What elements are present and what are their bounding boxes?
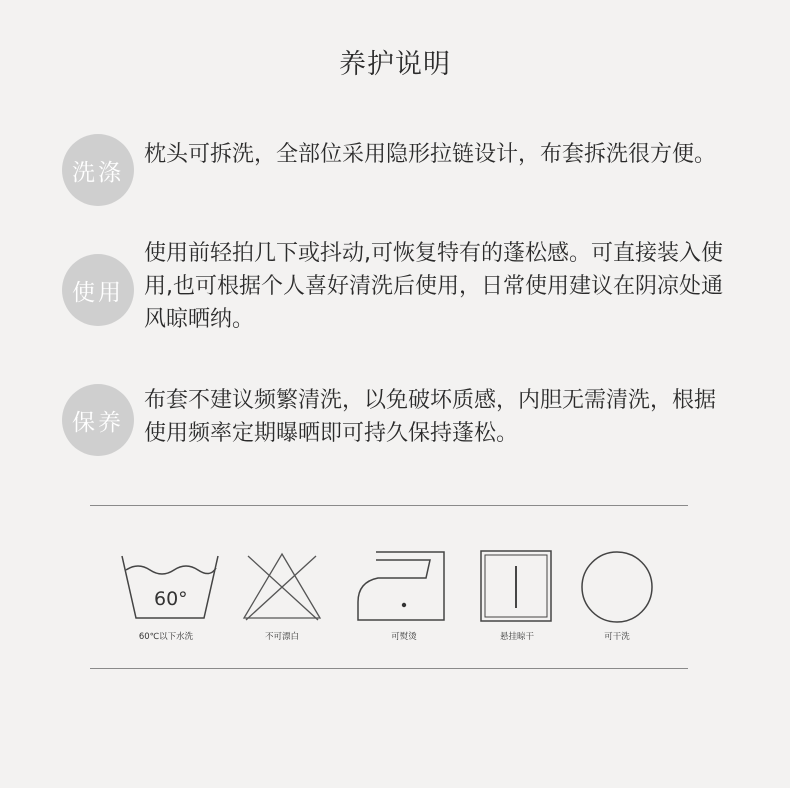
dry-clean-caption: 可干洗 bbox=[604, 632, 630, 642]
maintenance-badge: 保养 bbox=[62, 384, 134, 456]
wash-60-icon bbox=[118, 548, 222, 622]
use-badge: 使用 bbox=[62, 254, 134, 326]
hang-dry-icon bbox=[478, 548, 554, 624]
maintenance-text: 布套不建议频繁清洗，以免破坏质感，内胆无需清洗，根据使用频率定期曝晒即可持久保持蓬松。 bbox=[144, 388, 717, 446]
wash-temperature: 60° bbox=[154, 588, 188, 610]
iron-icon bbox=[352, 546, 452, 626]
wash-60-caption: 60℃以下水洗 bbox=[138, 632, 194, 642]
hang-dry-caption: 悬挂晾干 bbox=[499, 632, 535, 642]
dry-clean-icon bbox=[578, 548, 656, 626]
iron-caption: 可熨烫 bbox=[391, 632, 417, 642]
divider-bottom bbox=[90, 668, 688, 669]
page-title: 养护说明 bbox=[339, 49, 451, 80]
divider-top bbox=[90, 505, 688, 506]
use-text: 使用前轻拍几下或抖动,可恢复特有的蓬松感。可直接装入使用,也可根据个人喜好清洗后使用，日常使用建议在阴凉处通风晾晒纳。 bbox=[144, 241, 723, 332]
wash-text: 枕头可拆洗，全部位采用隐形拉链设计，布套拆洗很方便。 bbox=[144, 142, 717, 167]
no-bleach-icon bbox=[238, 548, 326, 622]
no-bleach-caption: 不可漂白 bbox=[264, 632, 300, 642]
wash-badge: 洗涤 bbox=[62, 134, 134, 206]
